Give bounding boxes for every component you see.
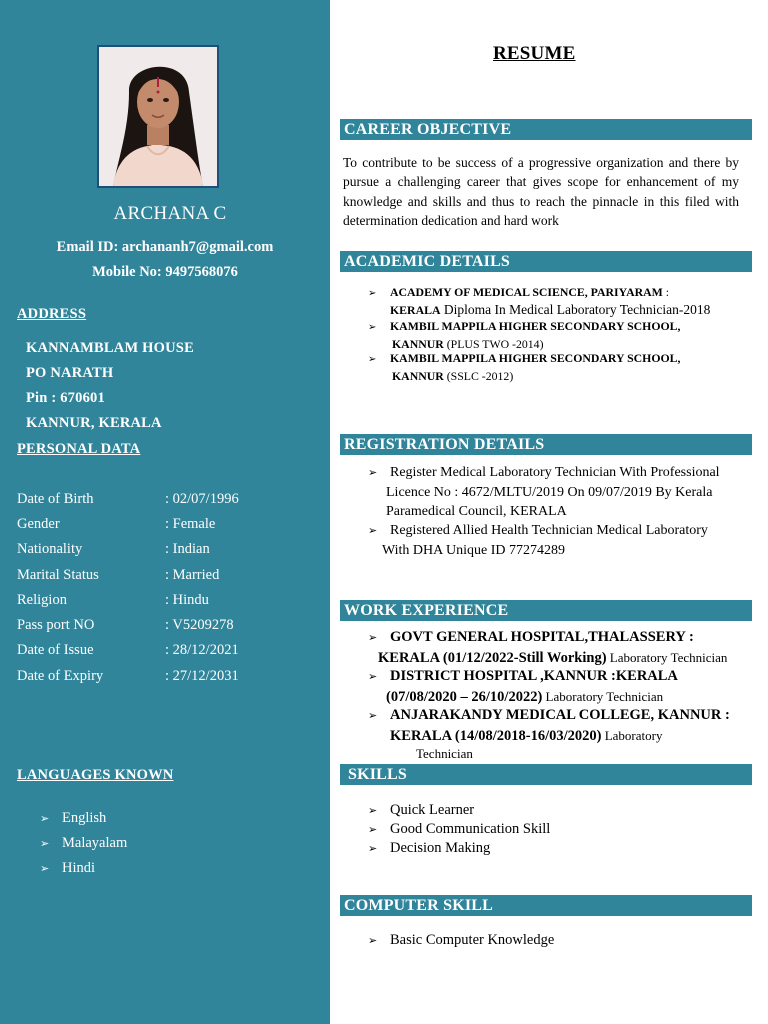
skill-label: Good Communication Skill	[390, 821, 551, 837]
skill-item	[368, 802, 474, 819]
work-item	[368, 628, 760, 668]
academic-course: (SSLC -2012)	[443, 369, 514, 383]
personal-row-expiry	[17, 668, 327, 688]
personal-value: : 27/12/2031	[165, 668, 239, 684]
personal-value: : V5209278	[165, 617, 234, 633]
arrow-bullet-icon: ➢	[368, 804, 378, 817]
personal-label: Nationality	[17, 541, 83, 557]
personal-row-dob	[17, 491, 327, 511]
personal-label: Marital Status	[17, 567, 99, 583]
registration-line: Registered Allied Health Technician Medical Laboratory	[390, 523, 708, 538]
work-period: (07/08/2020 – 26/10/2022)	[386, 688, 543, 705]
work-employer: DISTRICT HOSPITAL ,KANNUR :KERALA	[390, 668, 678, 684]
skills-heading: SKILLS	[340, 764, 752, 785]
work-item	[368, 706, 760, 761]
work-role: Laboratory Technician	[542, 688, 664, 704]
arrow-bullet-icon: ➢	[368, 631, 378, 644]
resume-title: RESUME	[493, 43, 576, 64]
profile-photo	[97, 45, 219, 188]
registration-line: With DHA Unique ID 77274289	[382, 542, 565, 558]
academic-location: KANNUR	[392, 337, 444, 351]
academic-details-heading: ACADEMIC DETAILS	[340, 251, 752, 272]
registration-line: Licence No : 4672/MLTU/2019 On 09/07/2019 By Kerala	[386, 484, 713, 500]
work-employer: ANJARAKANDY MEDICAL COLLEGE, KANNUR :	[390, 707, 730, 723]
academic-separator: :	[662, 285, 669, 299]
profile-photo-image	[99, 47, 217, 186]
personal-label: Date of Expiry	[17, 668, 104, 684]
personal-row-nationality	[17, 541, 327, 561]
academic-item	[368, 284, 758, 318]
skill-label: Quick Learner	[390, 802, 475, 818]
registration-item	[368, 463, 758, 522]
computer-skill-heading: COMPUTER SKILL	[340, 895, 752, 916]
registration-line: Register Medical Laboratory Technician With Professional	[390, 465, 720, 480]
arrow-bullet-icon: ➢	[368, 842, 378, 855]
personal-value: : Indian	[165, 541, 210, 557]
personal-value: : Hindu	[165, 592, 209, 608]
computer-skill-label: Basic Computer Knowledge	[390, 932, 555, 948]
personal-data-heading: PERSONAL DATA	[17, 441, 141, 457]
personal-value: : 02/07/1996	[165, 491, 239, 507]
arrow-bullet-icon: ➢	[40, 812, 50, 825]
language-label: English	[62, 810, 107, 826]
address-line: PO NARATH	[26, 365, 114, 381]
language-item	[40, 810, 106, 827]
work-role: Technician	[416, 746, 473, 761]
arrow-bullet-icon: ➢	[368, 670, 378, 683]
email: Email ID: archananh7@gmail.com	[56, 239, 274, 255]
career-objective-text: To contribute to be success of a progressive organization and there by pursue a challenging career that gives scope for enhancement of my knowledge and skills and thus to reach the pinnacle in this filed with determination dedication and hard work	[343, 155, 739, 229]
personal-label: Date of Issue	[17, 642, 94, 658]
personal-row-passport	[17, 617, 327, 637]
address-line: KANNUR, KERALA	[26, 415, 162, 431]
arrow-bullet-icon: ➢	[368, 466, 378, 479]
languages-heading: LANGUAGES KNOWN	[17, 767, 174, 783]
personal-label: Pass port NO	[17, 617, 95, 633]
academic-institution: KAMBIL MAPPILA HIGHER SECONDARY SCHOOL,	[390, 319, 681, 333]
career-objective-heading: CAREER OBJECTIVE	[340, 119, 752, 140]
language-label: Hindi	[62, 860, 96, 876]
work-employer: GOVT GENERAL HOSPITAL,THALASSERY :	[390, 629, 694, 645]
personal-row-gender	[17, 516, 327, 536]
personal-value: : 28/12/2021	[165, 642, 239, 658]
work-role: Laboratory Technician	[606, 649, 728, 665]
academic-location: KERALA	[390, 303, 441, 317]
language-label: Malayalam	[62, 835, 128, 851]
work-period: KERALA (01/12/2022-Still Working)	[378, 649, 607, 666]
academic-course: Diploma In Medical Laboratory Technician-2018	[440, 302, 711, 317]
arrow-bullet-icon: ➢	[368, 288, 377, 299]
language-item	[40, 835, 127, 852]
arrow-bullet-icon: ➢	[40, 862, 50, 875]
address-line: KANNAMBLAM HOUSE	[26, 340, 194, 356]
work-item	[368, 667, 760, 707]
profile-name: ARCHANA C	[113, 203, 227, 224]
arrow-bullet-icon: ➢	[368, 524, 378, 537]
sidebar	[0, 0, 330, 1024]
computer-skill-item	[368, 932, 554, 949]
registration-line: Paramedical Council, KERALA	[386, 504, 567, 519]
arrow-bullet-icon: ➢	[368, 709, 378, 722]
academic-item	[368, 318, 758, 352]
personal-row-religion	[17, 592, 327, 612]
personal-value: : Married	[165, 567, 220, 583]
arrow-bullet-icon: ➢	[368, 823, 378, 836]
skill-item	[368, 840, 490, 857]
registration-item	[368, 521, 758, 560]
personal-label: Religion	[17, 592, 67, 608]
arrow-bullet-icon: ➢	[40, 837, 50, 850]
registration-details-heading: REGISTRATION DETAILS	[340, 434, 752, 455]
academic-institution: KAMBIL MAPPILA HIGHER SECONDARY SCHOOL,	[390, 351, 681, 365]
mobile: Mobile No: 9497568076	[92, 264, 238, 280]
work-role: Laboratory	[601, 727, 663, 743]
personal-value: : Female	[165, 516, 216, 532]
address-line: Pin : 670601	[26, 390, 105, 406]
academic-course: (PLUS TWO -2014)	[443, 337, 544, 351]
language-item	[40, 860, 95, 877]
personal-row-marital	[17, 567, 327, 587]
arrow-bullet-icon: ➢	[368, 934, 378, 947]
arrow-bullet-icon: ➢	[368, 354, 377, 365]
personal-label: Date of Birth	[17, 491, 94, 507]
skill-item	[368, 821, 550, 838]
academic-institution: ACADEMY OF MEDICAL SCIENCE, PARIYARAM	[390, 285, 663, 299]
personal-row-issue	[17, 642, 327, 662]
work-period: KERALA (14/08/2018-16/03/2020)	[390, 727, 602, 744]
academic-location: KANNUR	[392, 369, 444, 383]
work-experience-heading: WORK EXPERIENCE	[340, 600, 752, 621]
personal-label: Gender	[17, 516, 60, 532]
academic-item	[368, 350, 758, 384]
skill-label: Decision Making	[390, 840, 491, 856]
arrow-bullet-icon: ➢	[368, 322, 377, 333]
address-heading: ADDRESS	[17, 306, 87, 322]
